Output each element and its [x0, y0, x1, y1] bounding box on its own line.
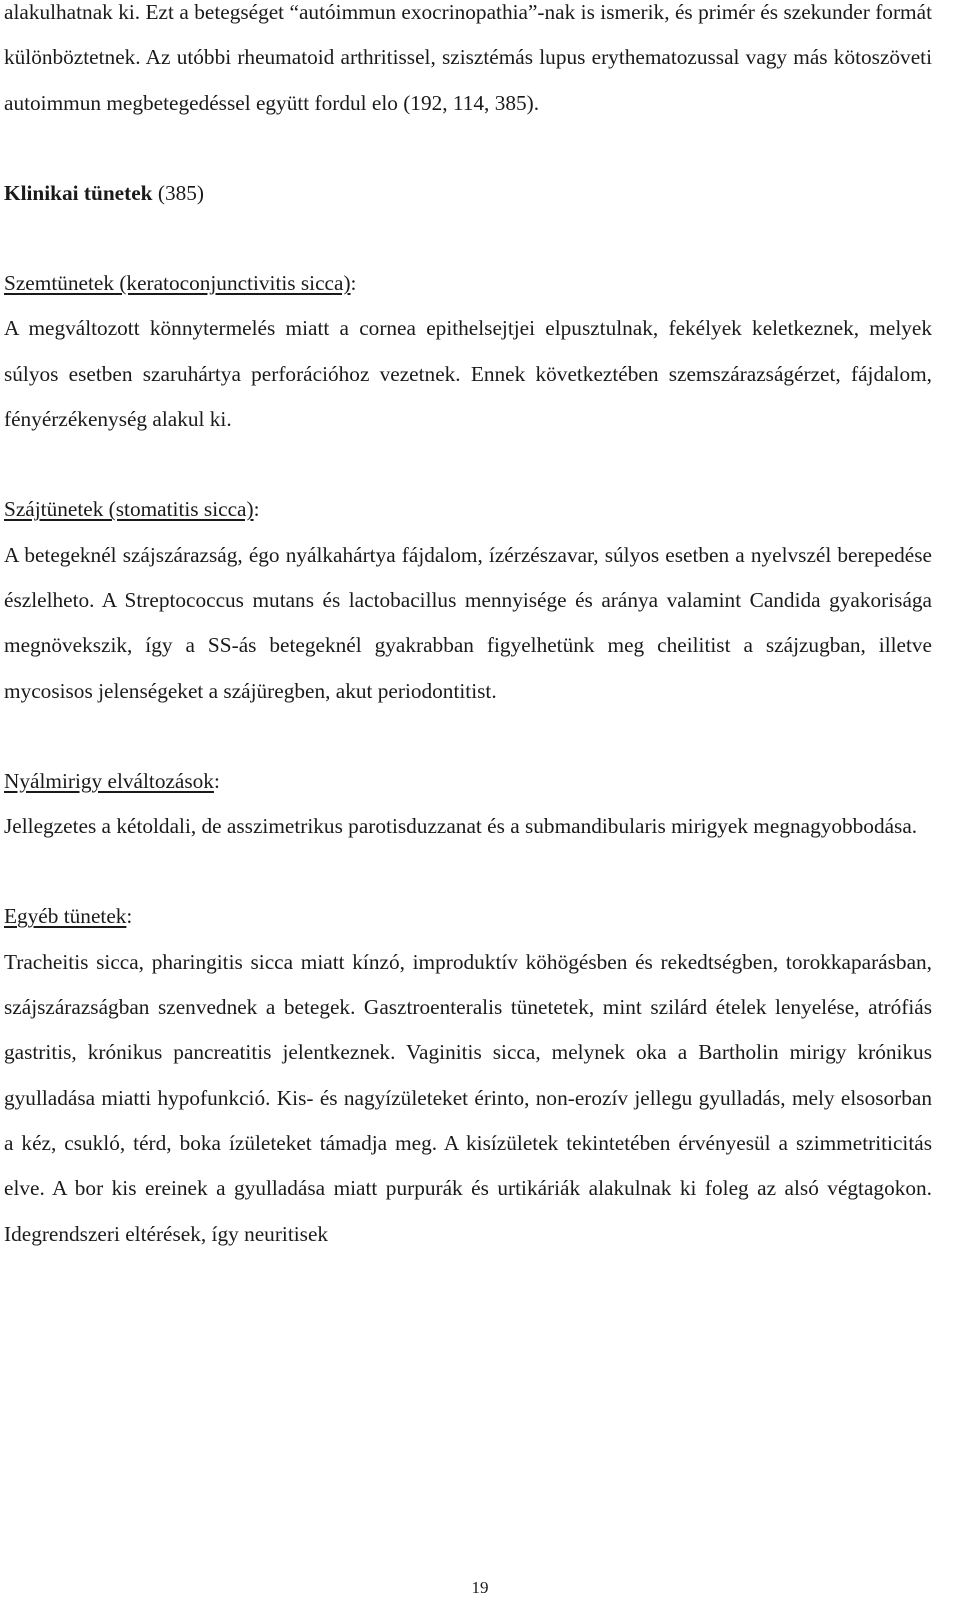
other-symptoms-text: Tracheitis sicca, pharingitis sicca miatt kínzó, improduktív köhögésben és rekedtségben, torokkaparásban, szájszárazságban szenvednek a betegek. Gasztroenteralis tünetetek, mint szilárd ételek lenyelése, atrófiás gastritis, krónikus pancreatitis jelentkeznek. Vaginitis sicca, melynek oka a Bartholin mirigy krónikus gyulladása miatti hypofunkció. Kis- és nagyízületeket érinto, non-erozív jellegu gyulladás, mely elsosorban a kéz, csukló, térd, boka ízületeket támadja meg. A kisízületek tekintetében érvényesül a szimmetriticitás elve. A bor kis ereinek a gyulladása miatt purpurák és urtikáriák alakulnak ki foleg az alsó végtagokon. Idegrendszeri eltérések, így neuritisek [4, 949, 932, 1246]
other-symptoms-colon: : [126, 904, 133, 929]
gland-changes-colon: : [213, 768, 220, 793]
eye-symptoms-text: A megváltozott könnytermelés miatt a cornea epithelsejtjei elpusztulnak, fekélyek keletkeznek, melyek súlyos esetben szaruhártya perforációhoz vezetnek. Ennek következtében szemszárazságérzet, fájdalom, fényérzékenység alakul ki. [4, 316, 932, 432]
intro-paragraph: alakulhatnak ki. Ezt a betegséget “autóimmun exocrinopathia”-nak is ismerik, és primér és szekunder formát különböztetnek. Az utóbbi rheumatoid arthritissel, szisztémás lupus erythematozussal vagy más kötoszöveti autoimmun megbetegedéssel együtt fordul elo (192, 114, 385). [4, 0, 932, 115]
eye-symptoms-label: Szemtünetek (keratoconjunctivitis sicca) [4, 271, 351, 296]
gland-changes-text: Jellegzetes a kétoldali, de asszimetrikus parotisduzzanat és a submandibularis mirigyek megnagyobbodása. [4, 814, 918, 839]
mouth-symptoms-label: Szájtünetek (stomatitis sicca) [4, 497, 254, 522]
clinical-heading-ref: (385) [152, 180, 204, 205]
spacer [4, 849, 932, 894]
mouth-symptoms-colon: : [253, 497, 260, 522]
eye-symptoms-heading [4, 261, 932, 306]
other-symptoms-label: Egyéb tünetek [4, 904, 127, 929]
spacer [4, 442, 932, 487]
mouth-symptoms-heading [4, 487, 932, 532]
gland-changes-label: Nyálmirigy elváltozások [4, 768, 214, 793]
page-number: 19 [471, 1578, 489, 1597]
clinical-heading [4, 171, 932, 216]
gland-changes-heading [4, 759, 932, 804]
document-page [4, 0, 932, 1257]
mouth-symptoms-text: A betegeknél szájszárazság, égo nyálkahártya fájdalom, ízérzészavar, súlyos esetben a nyelvszél berepedése észlelheto. A Streptococcus mutans és lactobacillus mennyisége és aránya valamint Candida gyakorisága megnövekszik, így a SS-ás betegeknél gyakrabban figyelhetünk meg cheilitist a szájzugban, illetve mycosisos jelenségeket a szájüregben, akut periodontitist. [4, 542, 932, 703]
spacer [4, 126, 932, 171]
other-symptoms-heading [4, 894, 932, 939]
clinical-heading-title: Klinikai tünetek [4, 180, 153, 205]
spacer [4, 216, 932, 261]
eye-symptoms-colon: : [350, 271, 357, 296]
spacer [4, 714, 932, 759]
